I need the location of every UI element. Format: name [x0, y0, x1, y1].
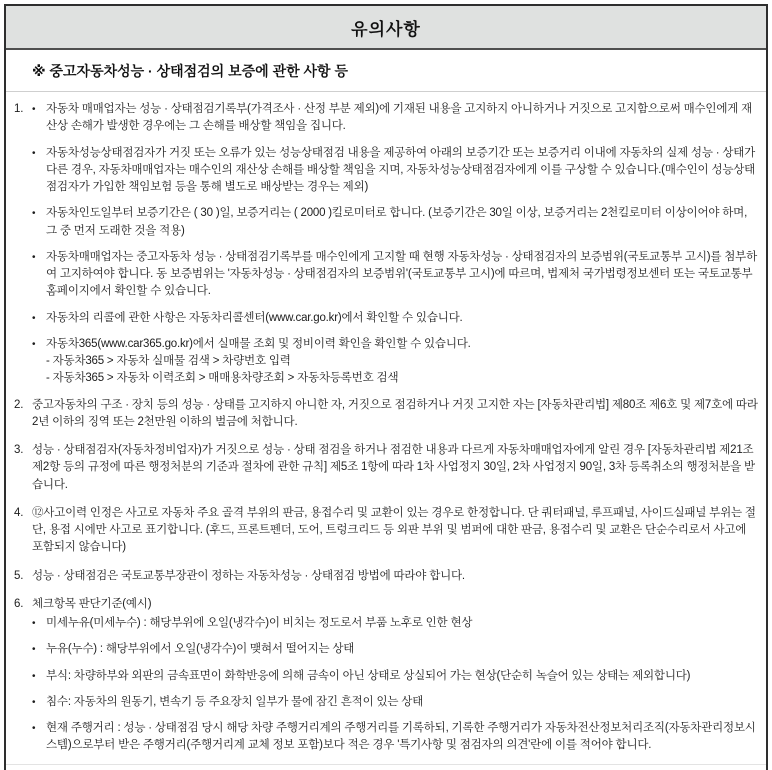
bullet-text [46, 641, 758, 658]
page-title-bar [6, 6, 766, 50]
bullet-main-text: 누유(누수) : 해당부위에서 오일(냉각수)이 맺혀서 떨어지는 상태 [46, 643, 355, 656]
bullet-text [46, 720, 758, 755]
bullet-icon: • [32, 312, 36, 324]
bullet-main-text: 자동차인도일부터 보증기간은 ( 30 )일, 보증거리는 ( 2000 )킬로미터로 합니다. (보증기간은 30일 이상, 보증거리는 2천킬로미터 이상이어야 하며, 그 중 먼저 도래한 것을 적용) [46, 207, 748, 237]
notice-item [14, 596, 758, 755]
bullet-item [32, 720, 758, 755]
notice-body [32, 442, 758, 496]
bullet-item [32, 205, 758, 240]
notice-body [32, 505, 758, 559]
bullet-main-text: 자동차매매업자는 중고자동차 성능 · 상태점검기록부를 매수인에게 고지할 때 현행 자동차성능 · 상태점검자의 보증범위(국토교통부 고시)를 첨부하여 고지하여야 합니다. 동 보증범위는 '자동차성능 · 상태점검자의 보증범위'(국토교통부 고시)에 따르며, 법제처 국가법령정보센터 또는 국토교통부 홈페이지에서 확인할 수 있습니다. [46, 250, 757, 298]
notice-text: 체크항목 판단기준(예시) [32, 597, 152, 610]
notice-number: 6. [14, 597, 24, 610]
notice-number: 2. [14, 398, 24, 411]
bullet-item [32, 145, 758, 197]
bullet-main-text: 미세누유(미세누수) : 해당부위에 오일(냉각수)이 비치는 정도로서 부품 노후로 인한 현상 [46, 617, 473, 629]
bullet-text [46, 615, 758, 632]
bullet-subline: - 자동차365 > 자동차 이력조회 > 매매용차량조회 > 자동차등록번호 검색 [46, 372, 399, 385]
notice-item [14, 505, 758, 559]
notice-body [32, 568, 758, 587]
bullet-item [32, 641, 758, 658]
bullet-icon: • [32, 723, 36, 734]
notice-text: 성능 · 상태점검은 국토교통부장관이 정하는 자동차성능 · 상태점검 방법에 따라야 합니다. [32, 569, 465, 582]
bullet-text [46, 205, 758, 240]
bullet-icon: • [32, 644, 36, 656]
bullet-main-text: 자동차365(www.car365.go.kr)에서 실매물 조회 및 정비이력 확인을 확인할 수 있습니다. [46, 337, 471, 350]
notice-text: 성능 · 상태점검자(자동차정비업자)가 거짓으로 성능 · 상태 점검을 하거나 점검한 내용과 다르게 자동차매매업자에게 알린 경우 [자동차관리법 제21조 제2항 등의 규정에 따른 행정처분의 기준과 절차에 관한 규칙] 제5조 1항에 따라 1차 사업정지 30일, 2차 사업정지 90일, 3차 등록취소의 행정처분을 받습니다. [32, 444, 755, 491]
bullet-item [32, 336, 758, 388]
bullet-item [32, 668, 758, 685]
notice-number: 5. [14, 569, 24, 582]
bullet-icon: • [32, 618, 36, 629]
notice-number: 3. [14, 444, 24, 456]
section-heading: ※ 중고자동차성능 · 상태점검의 보증에 관한 사항 등 [6, 50, 766, 92]
bullet-item [32, 249, 758, 301]
bullet-main-text: 자동차성능상태점검자가 거짓 또는 오류가 있는 성능상태점검 내용을 제공하여 아래의 보증기간 또는 보증거리 이내에 자동차의 실제 성능 · 상태가 다른 경우, 자동차매매업자는 매수인의 재산상 손해를 배상할 책임을 지며, 자동차성능상태점검자에게 이를 구상할 수 있습니다.(매수인이 성능상태점검자가 가입한 책임보험 등을 통해 별도로 배상받는 경우는 제외) [46, 146, 756, 193]
bullet-icon: • [32, 670, 36, 682]
bullet-icon: • [32, 147, 36, 159]
bullet-text [46, 336, 758, 388]
bullet-item [32, 310, 758, 327]
bullet-text [46, 310, 758, 327]
notice-body [32, 397, 758, 434]
bullet-subline: - 자동차365 > 자동차 실매물 검색 > 차량번호 입력 [46, 355, 291, 367]
notice-item [14, 397, 758, 434]
notice-item [14, 101, 758, 388]
bullet-text [46, 668, 758, 685]
bullet-icon: • [32, 696, 36, 708]
bullet-text [46, 145, 758, 197]
bullet-main-text: 현재 주행거리 : 성능 · 상태점검 당시 해당 차량 주행거리계의 주행거리를 기록하되, 기록한 주행거리가 자동차전산정보처리조직(자동차관리정보시스템)으로부터 받은 주행거리(주행거리계 교체 정보 포함)보다 적은 경우 '특기사항 및 점검자의 의견'란에 이를 적어야 합니다. [46, 722, 756, 752]
bullet-item [32, 101, 758, 136]
notice-number: 4. [14, 506, 24, 519]
bullet-main-text: 침수: 자동차의 원동기, 변속기 등 주요장치 일부가 물에 잠긴 흔적이 있는 상태 [46, 695, 424, 708]
bullet-icon: • [32, 338, 36, 350]
bullet-icon: • [32, 104, 36, 115]
document-frame [4, 4, 768, 770]
bullet-main-text: 자동차 매매업자는 성능 · 상태점검기록부(가격조사 · 산정 부분 제외)에 기재된 내용을 고지하지 아니하거나 거짓으로 고지함으로써 매수인에게 재산상 손해가 발생한 경우에는 그 손해를 배상할 책임을 집니다. [46, 103, 753, 133]
bullet-item [32, 615, 758, 632]
bullet-icon: • [32, 208, 36, 220]
notice-number: 1. [14, 103, 24, 115]
bullet-main-text: 자동차의 리콜에 관한 사항은 자동차리콜센터(www.car.go.kr)에서 확인할 수 있습니다. [46, 311, 463, 324]
bullet-text [46, 249, 758, 301]
notice-text: ⑫사고이력 인정은 사고로 자동차 주요 골격 부위의 판금, 용접수리 및 교환이 있는 경우로 한정합니다. 단 쿼터패널, 루프패널, 사이드실패널 부위는 절단, 용접 시에만 사고로 표기합니다. (후드, 프론트펜더, 도어, 트렁크리드 등 외판 부위 및 범퍼에 대한 판금, 용접수리 및 교환은 단순수리로서 사고에 포함되지 않습니다) [32, 506, 756, 554]
bottom-divider [6, 764, 766, 770]
notices-list [6, 92, 766, 764]
notice-item [14, 568, 758, 587]
notice-body [32, 101, 758, 388]
bullet-item [32, 694, 758, 711]
bullet-icon: • [32, 251, 36, 263]
notice-item [14, 442, 758, 496]
bullet-main-text: 부식: 차량하부와 외판의 금속표면이 화학반응에 의해 금속이 아닌 상태로 상실되어 가는 현상(단순히 녹슬어 있는 상태는 제외합니다) [46, 669, 691, 682]
notice-body [32, 596, 758, 755]
notice-text: 중고자동차의 구조 · 장치 등의 성능 · 상태를 고지하지 아니한 자, 거짓으로 점검하거나 거짓 고지한 자는 [자동차관리법] 제80조 제6호 및 제7호에 따라 2년 이하의 징역 또는 2천만원 이하의 벌금에 처합니다. [32, 398, 758, 428]
bullet-text [46, 101, 758, 136]
bullet-text [46, 694, 758, 711]
page-title: 유의사항 [351, 19, 421, 39]
